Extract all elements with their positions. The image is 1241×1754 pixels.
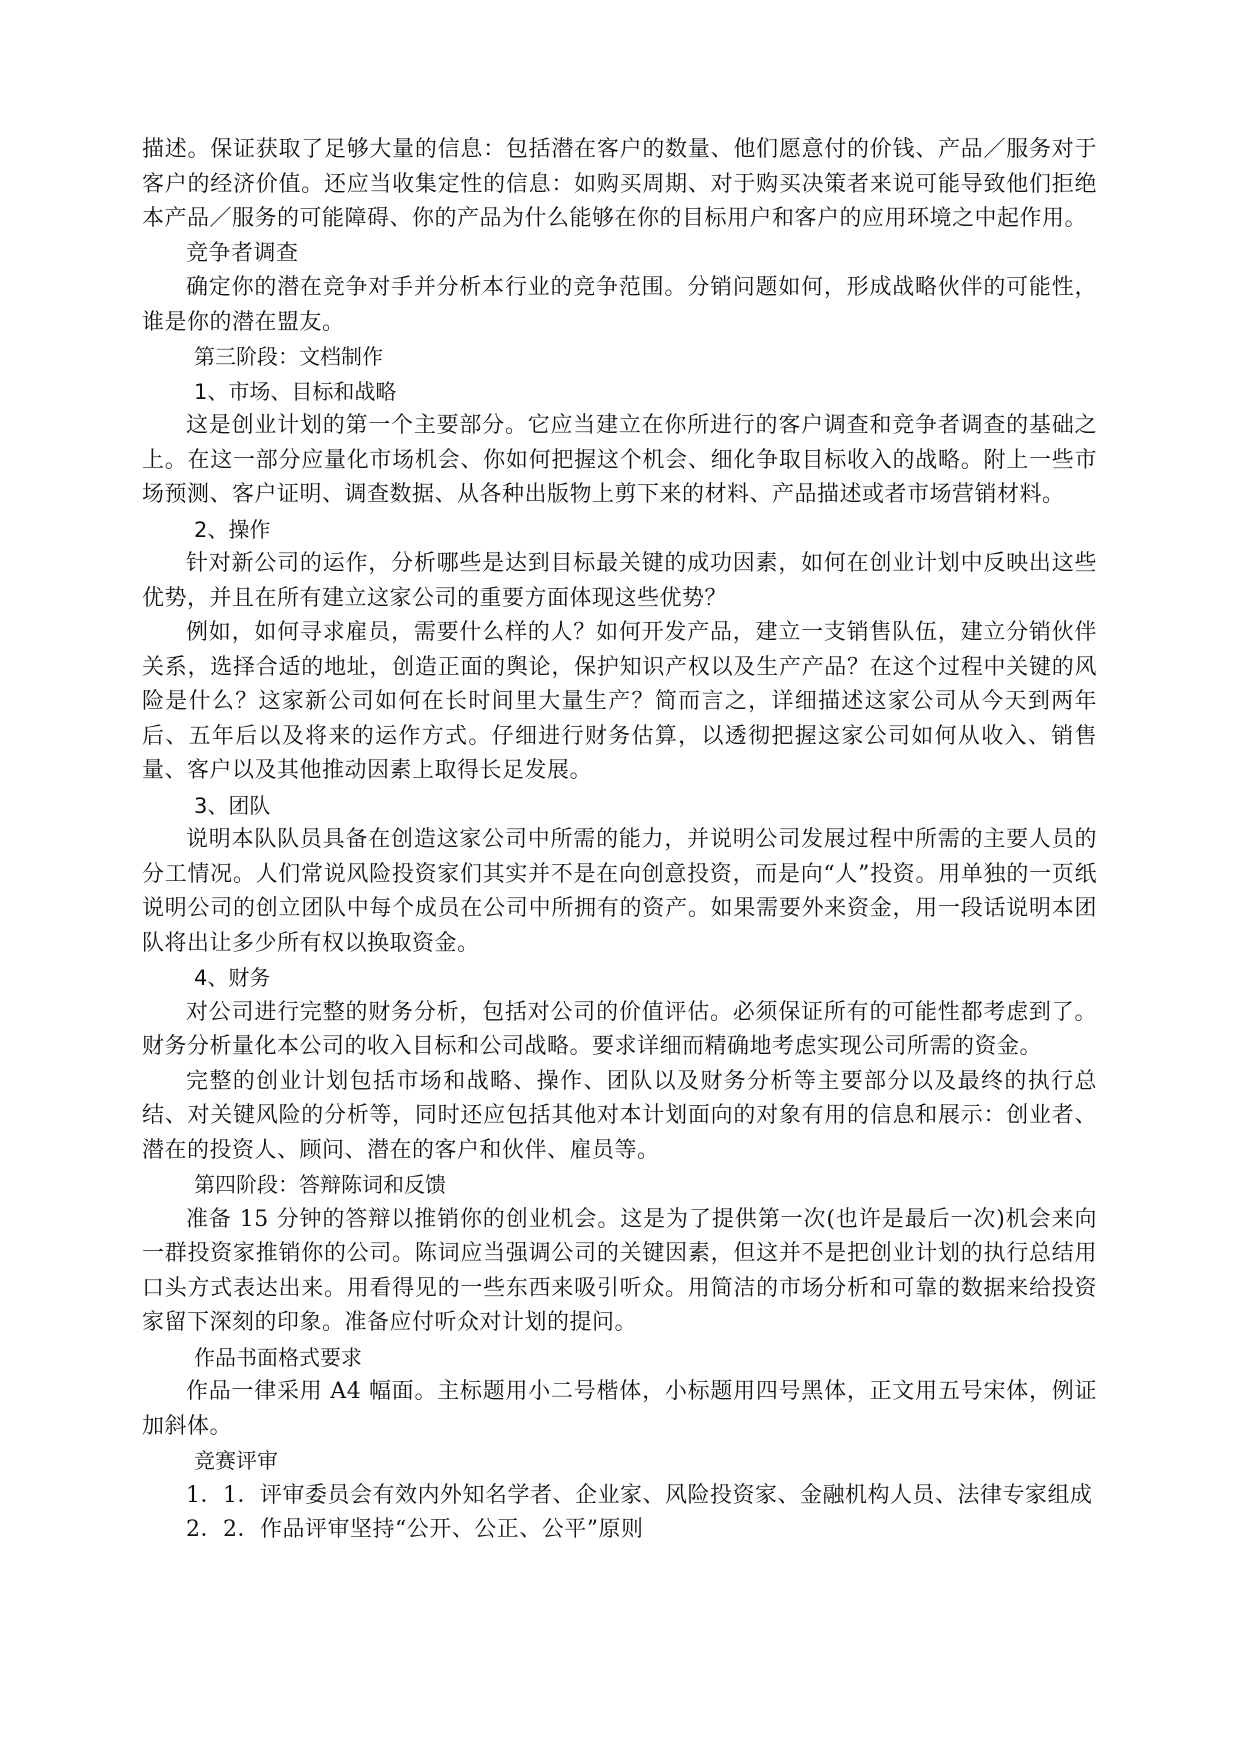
paragraph-presentation: 准备 15 分钟的答辩以推销你的创业机会。这是为了提供第一次(也许是最后一次)机会来向一群投资家推销你的公司。陈词应当强调公司的关键因素，但这并不是把创业计划的执行总结用口头方式表达出来。用看得见的一些东西来吸引听众。用简洁的市场分析和可靠的数据来给投资家留下深刻的印象。准备应付听众对计划的提问。 bbox=[142, 1206, 1097, 1335]
document-page bbox=[142, 133, 1097, 1548]
paragraph-review-item-1: 1．1．评审委员会有效内外知名学者、企业家、风险投资家、金融机构人员、法律专家组成 bbox=[186, 1482, 1093, 1508]
heading-market-strategy: 1、市场、目标和战略 bbox=[194, 379, 397, 404]
paragraph-finance-2: 完整的创业计划包括市场和战略、操作、团队以及财务分析等主要部分以及最终的执行总结、对关键风险的分析等，同时还应包括其他对本计划面向的对象有用的信息和展示：创业者、潜在的投资人、顾问、潜在的客户和伙伴、雇员等。 bbox=[142, 1068, 1097, 1163]
heading-team: 3、团队 bbox=[194, 793, 271, 818]
paragraph-team: 说明本队队员具备在创造这家公司中所需的能力，并说明公司发展过程中所需的主要人员的分工情况。人们常说风险投资家们其实并不是在向创意投资，而是向“人”投资。用单独的一页纸说明公司的创立团队中每个成员在公司中所拥有的资产。如果需要外来资金，用一段话说明本团队将出让多少所有权以换取资金。 bbox=[142, 827, 1097, 956]
paragraph-finance-1: 对公司进行完整的财务分析，包括对公司的价值评估。必须保证所有的可能性都考虑到了。财务分析量化本公司的收入目标和公司战略。要求详细而精确地考虑实现公司所需的资金。 bbox=[142, 999, 1097, 1059]
heading-competition-review: 竞赛评审 bbox=[194, 1449, 278, 1473]
heading-operations: 2、操作 bbox=[194, 517, 271, 542]
heading-finance: 4、财务 bbox=[194, 966, 271, 990]
paragraph-competitor-research-title: 竞争者调查 bbox=[186, 240, 299, 266]
heading-format-requirements: 作品书面格式要求 bbox=[194, 1345, 362, 1370]
paragraph-customer-research-end: 描述。保证获取了足够大量的信息：包括潜在客户的数量、他们愿意付的价钱、产品／服务对于客户的经济价值。还应当收集定性的信息：如购买周期、对于购买决策者来说可能导致他们拒绝本产品／服务的可能障碍、你的产品为什么能够在你的目标用户和客户的应用环境之中起作用。 bbox=[142, 137, 1097, 231]
paragraph-format-requirements: 作品一律采用 A4 幅面。主标题用小二号楷体，小标题用四号黑体，正文用五号宋体，例证加斜体。 bbox=[142, 1379, 1097, 1439]
paragraph-competitor-research: 确定你的潜在竞争对手并分析本行业的竞争范围。分销问题如何，形成战略伙伴的可能性，谁是你的潜在盟友。 bbox=[142, 275, 1097, 335]
paragraph-market-strategy: 这是创业计划的第一个主要部分。它应当建立在你所进行的客户调查和竞争者调查的基础之上。在这一部分应量化市场机会、你如何把握这个机会、细化争取目标收入的战略。附上一些市场预测、客户证明、调查数据、从各种出版物上剪下来的材料、产品描述或者市场营销材料。 bbox=[142, 413, 1097, 507]
heading-stage-three: 第三阶段：文档制作 bbox=[194, 345, 383, 369]
heading-stage-four: 第四阶段：答辩陈词和反馈 bbox=[194, 1173, 446, 1197]
paragraph-review-item-2: 2．2．作品评审坚持“公开、公正、公平”原则 bbox=[186, 1517, 644, 1542]
paragraph-operations-2: 例如，如何寻求雇员，需要什么样的人？如何开发产品，建立一支销售队伍，建立分销伙伴关系，选择合适的地址，创造正面的舆论，保护知识产权以及生产产品？在这个过程中关键的风险是什么？这家新公司如何在长时间里大量生产？简而言之，详细描述这家公司从今天到两年后、五年后以及将来的运作方式。仔细进行财务估算，以透彻把握这家公司如何从收入、销售量、客户以及其他推动因素上取得长足发展。 bbox=[142, 620, 1097, 783]
paragraph-operations-1: 针对新公司的运作，分析哪些是达到目标最关键的成功因素，如何在创业计划中反映出这些优势，并且在所有建立这家公司的重要方面体现这些优势？ bbox=[142, 551, 1097, 611]
